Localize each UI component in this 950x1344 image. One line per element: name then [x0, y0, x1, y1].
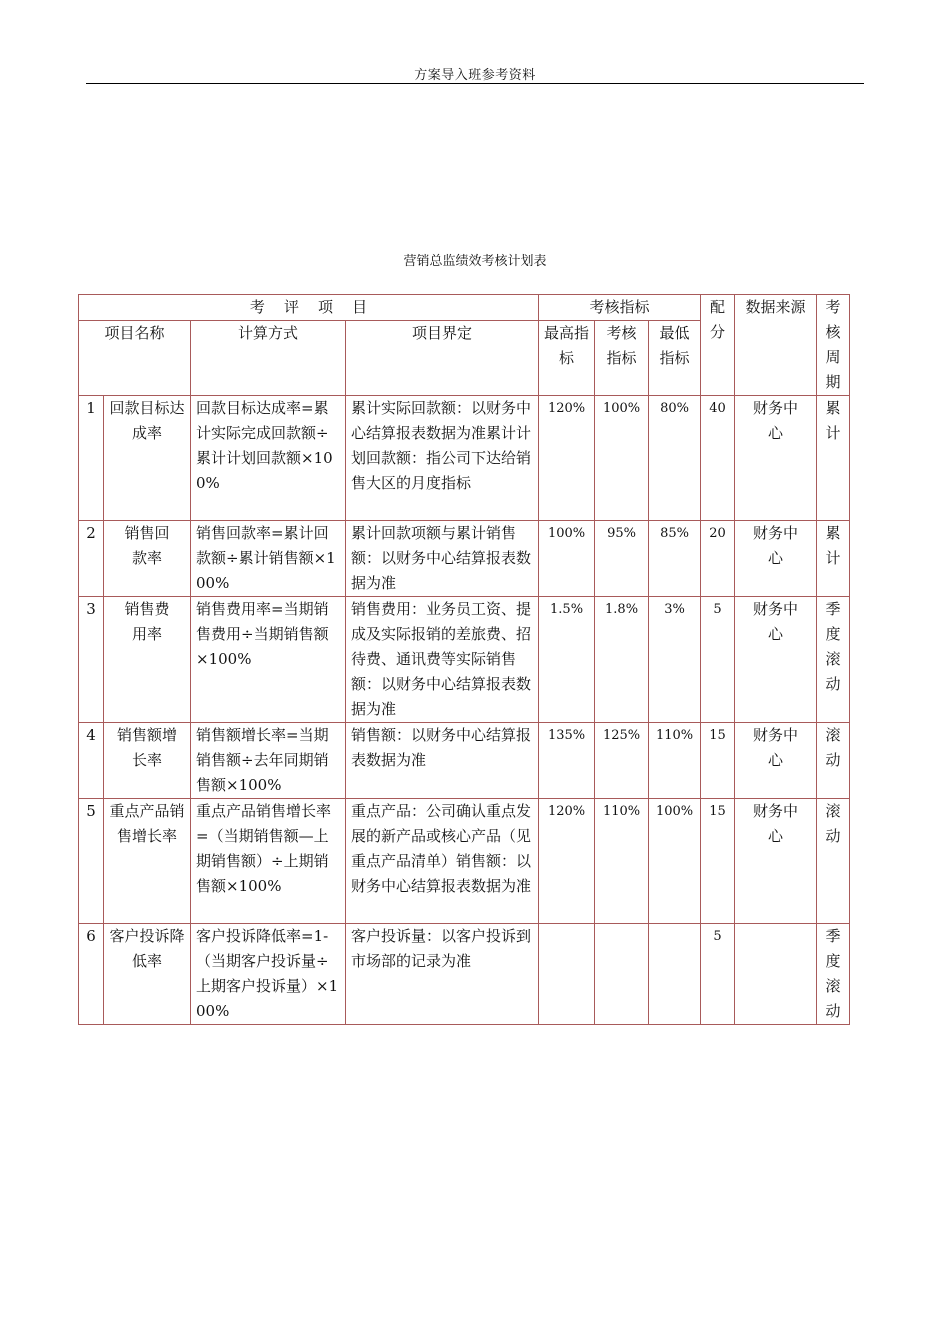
period: 滚动 [817, 799, 850, 924]
header-item-name: 项目名称 [79, 321, 191, 396]
min-indicator: 3% [649, 597, 701, 723]
header-rule [86, 83, 864, 84]
weight: 5 [701, 597, 735, 723]
page-header-text: 方案导入班参考资料 [414, 68, 536, 83]
data-source: 财务中心 [735, 521, 817, 597]
table-title: 营销总监绩效考核计划表 [403, 254, 547, 269]
table-row [79, 723, 850, 799]
weight: 40 [701, 396, 735, 521]
row-number: 6 [79, 924, 104, 1025]
weight: 15 [701, 723, 735, 799]
target-indicator: 95% [595, 521, 649, 597]
row-number: 4 [79, 723, 104, 799]
period: 累计 [817, 396, 850, 521]
table-row [79, 521, 850, 597]
period: 季度滚动 [817, 597, 850, 723]
data-source: 财务中心 [735, 723, 817, 799]
min-indicator [649, 924, 701, 1025]
target-indicator: 100% [595, 396, 649, 521]
period: 累计 [817, 521, 850, 597]
row-number: 1 [79, 396, 104, 521]
data-source: 财务中心 [735, 597, 817, 723]
target-indicator: 1.8% [595, 597, 649, 723]
header-data-source: 数据来源 [735, 295, 817, 396]
period: 滚动 [817, 723, 850, 799]
calc-method: 销售回款率=累计回款额÷累计销售额×100% [191, 521, 346, 597]
min-indicator: 100% [649, 799, 701, 924]
table-row [79, 396, 850, 521]
item-definition: 重点产品：公司确认重点发展的新产品或核心产品（见重点产品清单）销售额：以财务中心结算报表数据为准 [346, 799, 539, 924]
max-indicator [539, 924, 595, 1025]
weight: 5 [701, 924, 735, 1025]
table-row [79, 924, 850, 1025]
item-name: 客户投诉降低率 [104, 924, 191, 1025]
table-row [79, 799, 850, 924]
min-indicator: 85% [649, 521, 701, 597]
period: 季度滚动 [817, 924, 850, 1025]
target-indicator: 110% [595, 799, 649, 924]
calc-method: 重点产品销售增长率=（当期销售额—上期销售额）÷上期销售额×100% [191, 799, 346, 924]
calc-method: 回款目标达成率=累计实际完成回款额÷累计计划回款额×100% [191, 396, 346, 521]
weight: 15 [701, 799, 735, 924]
header-calc-method: 计算方式 [191, 321, 346, 396]
item-definition: 累计回款项额与累计销售额：以财务中心结算报表数据为准 [346, 521, 539, 597]
max-indicator: 100% [539, 521, 595, 597]
row-number: 3 [79, 597, 104, 723]
min-indicator: 110% [649, 723, 701, 799]
max-indicator: 120% [539, 799, 595, 924]
calc-method: 销售额增长率=当期销售额÷去年同期销售额×100% [191, 723, 346, 799]
row-number: 2 [79, 521, 104, 597]
item-definition: 销售费用：业务员工资、提成及实际报销的差旅费、招待费、通讯费等实际销售额：以财务中心结算报表数据为准 [346, 597, 539, 723]
weight: 20 [701, 521, 735, 597]
item-definition: 累计实际回款额：以财务中心结算报表数据为准累计计划回款额：指公司下达给销售大区的月度指标 [346, 396, 539, 521]
max-indicator: 1.5% [539, 597, 595, 723]
data-source: 财务中心 [735, 396, 817, 521]
header-min-indicator: 最低指标 [649, 321, 701, 396]
kpi-plan-table [78, 294, 850, 1025]
max-indicator: 120% [539, 396, 595, 521]
item-name: 销售额增长率 [104, 723, 191, 799]
item-name: 回款目标达成率 [104, 396, 191, 521]
header-period: 考核周期 [817, 295, 850, 396]
calc-method: 客户投诉降低率=1-（当期客户投诉量÷上期客户投诉量）×100% [191, 924, 346, 1025]
data-source: 财务中心 [735, 799, 817, 924]
max-indicator: 135% [539, 723, 595, 799]
min-indicator: 80% [649, 396, 701, 521]
target-indicator: 125% [595, 723, 649, 799]
row-number: 5 [79, 799, 104, 924]
item-name: 重点产品销售增长率 [104, 799, 191, 924]
item-definition: 销售额：以财务中心结算报表数据为准 [346, 723, 539, 799]
calc-method: 销售费用率=当期销售费用÷当期销售额×100% [191, 597, 346, 723]
table-row [79, 597, 850, 723]
header-definition: 项目界定 [346, 321, 539, 396]
item-definition: 客户投诉量：以客户投诉到市场部的记录为准 [346, 924, 539, 1025]
header-target-indicator: 考核指标 [595, 321, 649, 396]
item-name: 销售费用率 [104, 597, 191, 723]
item-name: 销售回款率 [104, 521, 191, 597]
header-weight: 配分 [701, 295, 735, 396]
data-source [735, 924, 817, 1025]
target-indicator [595, 924, 649, 1025]
header-indicators: 考核指标 [539, 295, 701, 321]
header-evaluation-items: 考 评 项 目 [79, 295, 539, 321]
header-max-indicator: 最高指标 [539, 321, 595, 396]
